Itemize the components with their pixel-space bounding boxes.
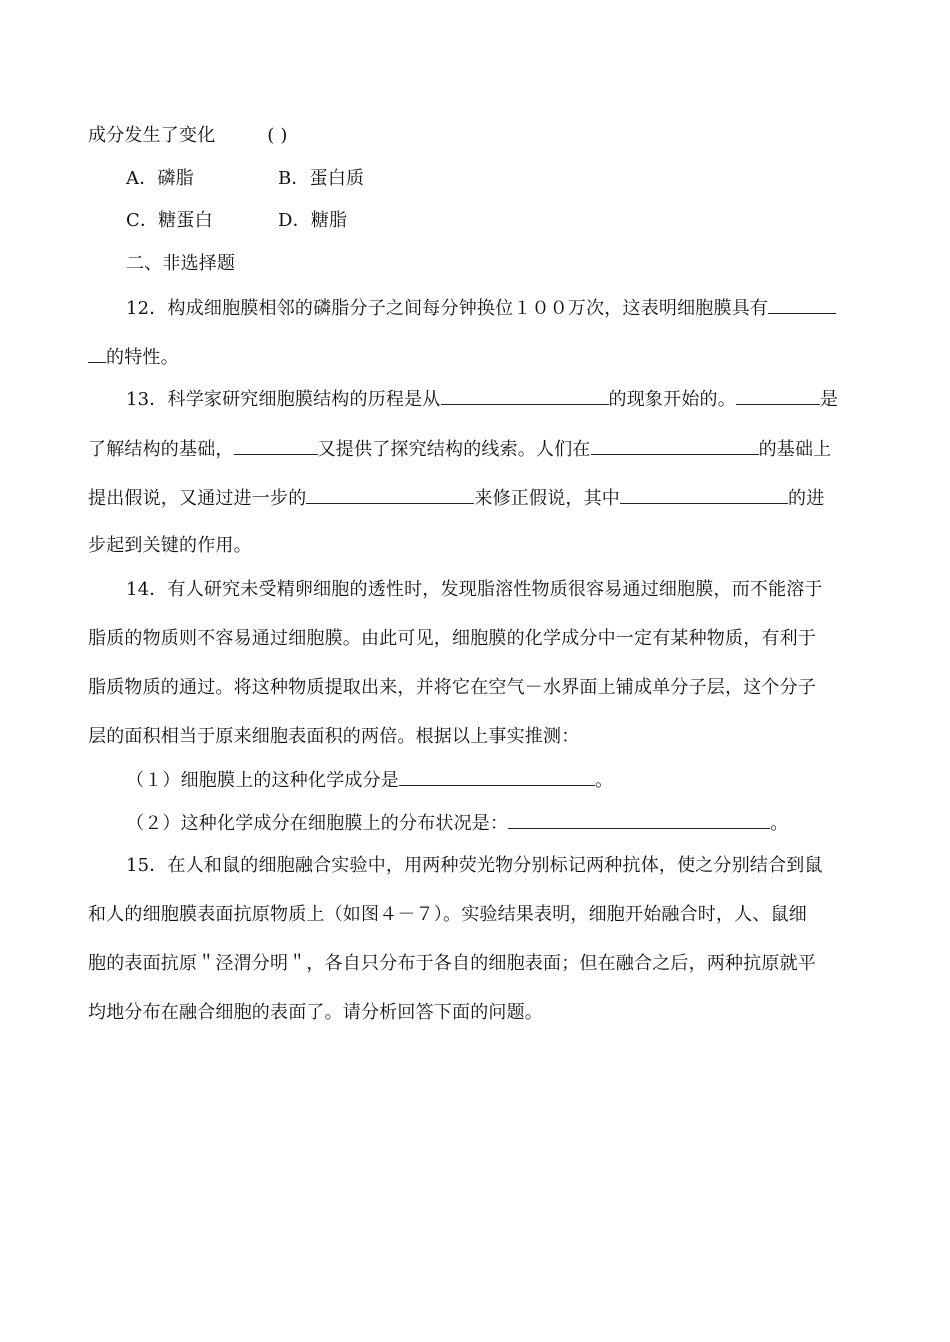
q11-answer-paren: ( ) [267,125,288,146]
q11-option-row-1 [126,167,365,191]
section-heading: 二、非选择题 [126,253,236,274]
q13-text-2a: 了解结构的基础， [88,439,234,460]
q13-text-3a: 提出假说，又通过进一步的 [88,488,307,509]
q14-sub-1 [126,767,613,793]
q11-stem-tail [88,124,288,148]
q14-line-4: 层的面积相当于原来细胞表面积的两倍。根据以上事实推测： [88,726,580,747]
q12-blank [768,295,836,314]
q13-blank-5 [306,485,474,504]
q13-text-3c: 的进 [788,488,825,509]
q13-text-1a: 13．科学家研究细胞膜结构的历程是从 [126,389,441,410]
q13-text-1b: 的现象开始的。 [608,389,736,410]
q13-blank-4 [591,436,759,455]
q14-sub2-text: （２）这种化学成分在细胞膜上的分布状况是： [126,813,509,834]
q14-line-3: 脂质物质的通过。将这种物质提取出来，并将它在空气－水界面上铺成单分子层，这个分子 [88,677,816,698]
q13-line-2 [88,436,831,462]
q14-line-2: 脂质的物质则不容易通过细胞膜。由此可见，细胞膜的化学成分中一定有某种物质，有利于 [88,628,816,649]
q13-blank-2 [736,386,820,405]
q13-blank-1 [441,386,609,405]
q15-line-4: 均地分布在融合细胞的表面了。请分析回答下面的问题。 [88,1002,543,1023]
q13-line-3 [88,485,824,511]
q14-blank-1 [399,767,595,786]
option-a: A．磷脂 [126,168,194,189]
q15-line-3: 胞的表面抗原＂泾渭分明＂，各自只分布于各自的细胞表面；但在融合之后，两种抗原就平 [88,953,816,974]
q13-text-1c: 是 [819,389,839,410]
q15-line-2: 和人的细胞膜表面抗原物质上（如图４－７）。实验结果表明，细胞开始融合时，人、鼠细 [88,904,807,925]
q13-line-1 [126,386,838,412]
option-d: D．糖脂 [278,210,348,231]
q11-option-row-2 [126,209,348,233]
q13-blank-6 [620,485,788,504]
q13-text-3b: 来修正假说，其中 [474,488,621,509]
q14-line-1: 14．有人研究未受精卵细胞的透性时，发现脂溶性物质很容易通过细胞膜，而不能溶于 [126,579,823,600]
q14-blank-2 [508,810,770,829]
q12-text-1: 12．构成细胞膜相邻的磷脂分子之间每分钟换位１００万次，这表明细胞膜具有 [126,298,769,319]
q12-line-2 [88,344,179,370]
option-b: B．蛋白质 [278,168,365,189]
q13-text-2c: 的基础上 [758,439,832,460]
q12-blank-cont [88,344,106,363]
q13-text-2b: 又提供了探究结构的线索。人们在 [317,439,591,460]
option-c: C．糖蛋白 [126,210,213,231]
q12-line-1 [126,295,836,321]
q12-text-2: 的特性。 [106,347,179,368]
q13-blank-3 [234,436,318,455]
q14-sub-2 [126,810,788,836]
q14-sub1-text: （１）细胞膜上的这种化学成分是 [126,770,399,791]
q13-line-4: 步起到关键的作用。 [88,535,252,556]
q14-sub1-end: 。 [595,770,614,791]
q14-sub2-end: 。 [770,813,789,834]
q15-line-1: 15．在人和鼠的细胞融合实验中，用两种荧光物分别标记两种抗体，使之分别结合到鼠 [126,855,823,876]
q11-stem-text: 成分发生了变化 [88,125,216,146]
